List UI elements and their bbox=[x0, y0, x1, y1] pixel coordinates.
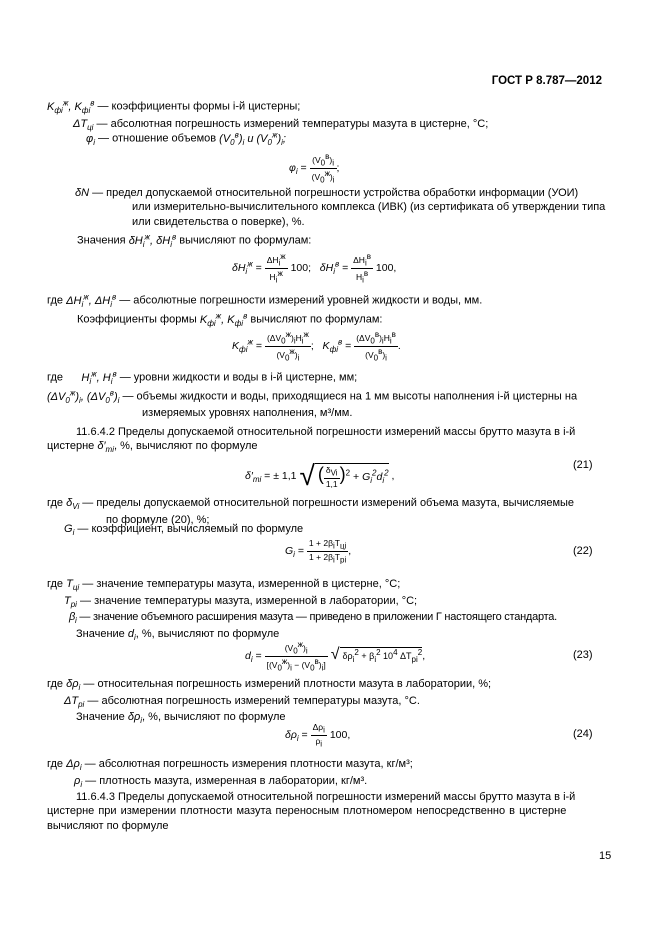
para-11643 bbox=[47, 790, 617, 833]
kf-line bbox=[47, 98, 300, 116]
text-p2c: вычисляют по формуле bbox=[47, 819, 169, 832]
text-l1: — коэффициенты формы i-й цистерны; bbox=[97, 100, 301, 113]
text-l15b: , %, вычисляют по формуле bbox=[135, 627, 280, 640]
phi-line: $\varphi_i$ — отношение объемов $(V_0^в)_i$ и $(V_0^ж)_i$; bbox=[86, 130, 286, 147]
text-l7: вычисляют по формулам: bbox=[250, 313, 383, 326]
text-l9b: измеряемых уровнях наполнения, м³/мм. bbox=[142, 407, 353, 420]
rho-defs: где $\delta\rho_i$ — относительная погрешность измерений плотности мазута в лаборатории, %; $\Delta T_{pi}$ — абсолютная погрешность измерений температуры мазута, °С. Значение $\delta\rho_i$, %, вычисляют по формуле bbox=[47, 678, 492, 726]
text-l16pre: где bbox=[47, 678, 64, 690]
values-line: Значения $\delta H_i^ж$, $\delta H_i^в$ вычисляют по формулам: bbox=[77, 232, 312, 249]
text-l10: — пределы допускаемой относительной погрешности измерений объема мазута, вычисляемые bbox=[82, 497, 575, 509]
eq21-number: (21) bbox=[573, 459, 593, 471]
text-l3: — отношение объемов bbox=[98, 132, 217, 145]
text-p1b: цистерне bbox=[47, 440, 95, 453]
text-l8pre: где bbox=[47, 371, 64, 384]
text-p1a: 11.6.4.2 Пределы допускаемой относительной погрешности измерений массы брутто мазута в i-й bbox=[76, 426, 576, 438]
text-p2b: цистерне при измерении плотности мазута переносным плотномером непосредственно в цистерне bbox=[47, 805, 567, 818]
t-defs: где $T_{цi}$ — значение температуры мазута, измеренной в цистерне, °С; $T_{pi}$ — значение температуры мазута, измеренной в лаборатории, °С; $\beta_i$ — значение объемного расширения мазута — приведено в приложении Г настоящего стандарта. Значение $d_i$, %, вычисляют по формуле bbox=[47, 578, 557, 642]
text-l12: — значение температуры мазута, измеренной в цистерне, °С; bbox=[82, 578, 401, 590]
kf-intro: Коэффициенты формы $K_{фi}^ж$, $K_{фi}^в$ вычисляют по формулам: bbox=[77, 311, 383, 328]
text-l8: — уровни жидкости и воды в i-й цистерне, мм; bbox=[119, 371, 358, 384]
text-l11: — коэффициент, вычисляемый по формуле bbox=[77, 523, 304, 535]
text-l18b: , %, вычисляют по формуле bbox=[142, 711, 286, 724]
eq23-number: (23) bbox=[573, 649, 593, 661]
text-l14: — значение объемного расширения мазута — приведено в приложении Г настоящего стандарта. bbox=[79, 611, 557, 624]
text-l13: — значение температуры мазута, измеренной в лаборатории, °С; bbox=[80, 594, 418, 607]
text-p1c: , %, вычисляют по формуле bbox=[114, 440, 258, 453]
text-p2a: 11.6.4.3 Пределы допускаемой относительной погрешности измерений массы брутто мазута в i-й bbox=[76, 791, 576, 803]
text-l17: — абсолютная погрешность измерений температуры мазута, °С. bbox=[87, 694, 420, 707]
text-l9: — объемы жидкости и воды, приходящиеся на 1 мм высоты наполнения i-й цистерны на bbox=[122, 390, 578, 403]
text-l6pre: где bbox=[47, 294, 64, 307]
text-l2: — абсолютная погрешность измерений температуры мазута в цистерне, °С; bbox=[96, 118, 489, 130]
text-l6: — абсолютные погрешности измерений уровней жидкости и воды, мм. bbox=[119, 294, 483, 307]
text-l5: вычисляют по формулам: bbox=[179, 234, 312, 247]
eq22: $G_i$ = $\frac{1 + 2\beta_iT_{цi}}{1 + 2\beta_iT_{pi}}$ , bbox=[285, 538, 352, 565]
text-l4a: — предел допускаемой относительной погрешности устройства обработки информации (УОИ) bbox=[92, 187, 579, 199]
eq24: $\delta\rho_i$ = $\frac{\Delta\rho_i}{\rho_i}$ 100, bbox=[285, 722, 351, 749]
text-l15: Значение bbox=[76, 627, 125, 640]
kf-formula: $K_{фi}^ж$ = $\frac{(\Delta V_0^ж)_iH_i^ж}{(V_0^ж)_i}$ ; $K_{фi}^в$ = $\frac{(\Delta V_0^в)_iH_i^в}{(V_0^в)_i}$ . bbox=[232, 330, 401, 363]
eq21: $\delta'_{mi}$ = ± 1,1 √ ( $\frac{\delta_{Vi}}{1,1}$ )$^2 + G_i^2d_i^2$ , bbox=[245, 460, 395, 491]
text-l19pre: где bbox=[47, 758, 64, 770]
text-l12pre: где bbox=[47, 578, 64, 590]
text-l4b: или измерительно-вычислительного комплекса (ИВК) (из сертификата об утверждении типа bbox=[132, 201, 606, 214]
kf-symbols: $K_{фi}^ж$, $K_{фi}^в$ bbox=[47, 98, 95, 115]
dv-def: $(\Delta V_0^ж)_i$, $(\Delta V_0^в)_i$ — объемы жидкости и воды, приходящиеся на 1 мм высоты наполнения i-й цистерны на измеряемых уровнях наполнения, м³/мм. bbox=[47, 388, 617, 421]
text-l7pre: Коэффициенты формы bbox=[77, 313, 197, 326]
dh-formula: $\delta H_i^ж$ = $\frac{\Delta H_i^ж}{H_i^ж}$ 100; $\delta H_i^в$ = $\frac{\Delta H_i^в}{H_i^в}$ 100, bbox=[232, 252, 397, 285]
page-header: ГОСТ Р 8.787—2012 bbox=[491, 75, 602, 87]
text-l18: Значение bbox=[76, 711, 125, 724]
text-l16: — относительная погрешность измерений плотности мазута в лаборатории, %; bbox=[83, 678, 492, 690]
text-l20: — плотность мазута, измеренная в лаборатории, кг/м³. bbox=[85, 774, 368, 787]
text-l10pre: где bbox=[47, 497, 64, 509]
text-l19: — абсолютная погрешность измерения плотности мазута, кг/м³; bbox=[84, 758, 413, 770]
phi-formula: $\varphi_i$ = $\frac{(V_0^в)_i}{(V_0^ж)_i}$ ; bbox=[289, 152, 340, 185]
para-11642: 11.6.4.2 Пределы допускаемой относительной погрешности измерений массы брутто мазута в i-й цистерне $\delta'_{mi}$, %, вычисляют по формуле bbox=[47, 425, 617, 456]
eq22-number: (22) bbox=[573, 545, 593, 557]
page-number: 15 bbox=[599, 850, 612, 862]
text-l5pre: Значения bbox=[77, 234, 126, 247]
h-def: где $H_i^ж$, $H_i^в$ — уровни жидкости и воды в i-й цистерне, мм; bbox=[47, 369, 358, 386]
dh-def: где $\Delta H_i^ж$, $\Delta H_i^в$ — абсолютные погрешности измерений уровней жидкости и воды, мм. bbox=[47, 292, 483, 309]
eq23: $d_i$ = $\frac{(V_0^ж)_i}{[(V_0^ж)_i - (V_0^в)_i]}$ √ $\delta\rho_i^2 + \beta_i^2$ $10^4$ $\Delta T_{pi}^2$, bbox=[245, 640, 426, 673]
dn-block: δN — предел допускаемой относительной погрешности устройства обработки информации (УОИ) или измерительно-вычислительного комплекса (ИВК) (из сертификата об утверждении типа или свидетельства о поверке), %. bbox=[75, 186, 615, 229]
text-l4c: или свидетельства о поверке), %. bbox=[132, 215, 305, 228]
drho-defs: где $\Delta\rho_i$ — абсолютная погрешность измерения плотности мазута, кг/м³; $\rho_i$ — плотность мазута, измеренная в лаборатории, кг/м³. bbox=[47, 758, 413, 789]
dt-line: $\Delta T_{цi}$ — абсолютная погрешность измерений температуры мазута в цистерне, °С; bbox=[73, 118, 489, 133]
g-def: $G_i$ — коэффициент, вычисляемый по формуле bbox=[64, 523, 304, 538]
text-l10b: по формуле (20), %; bbox=[106, 513, 210, 526]
dv-def2: где $\delta_{Vi}$ — пределы допускаемой относительной погрешности измерений объема мазута, вычисляемые по формуле (20), %; bbox=[47, 496, 617, 527]
eq24-number: (24) bbox=[573, 728, 593, 740]
